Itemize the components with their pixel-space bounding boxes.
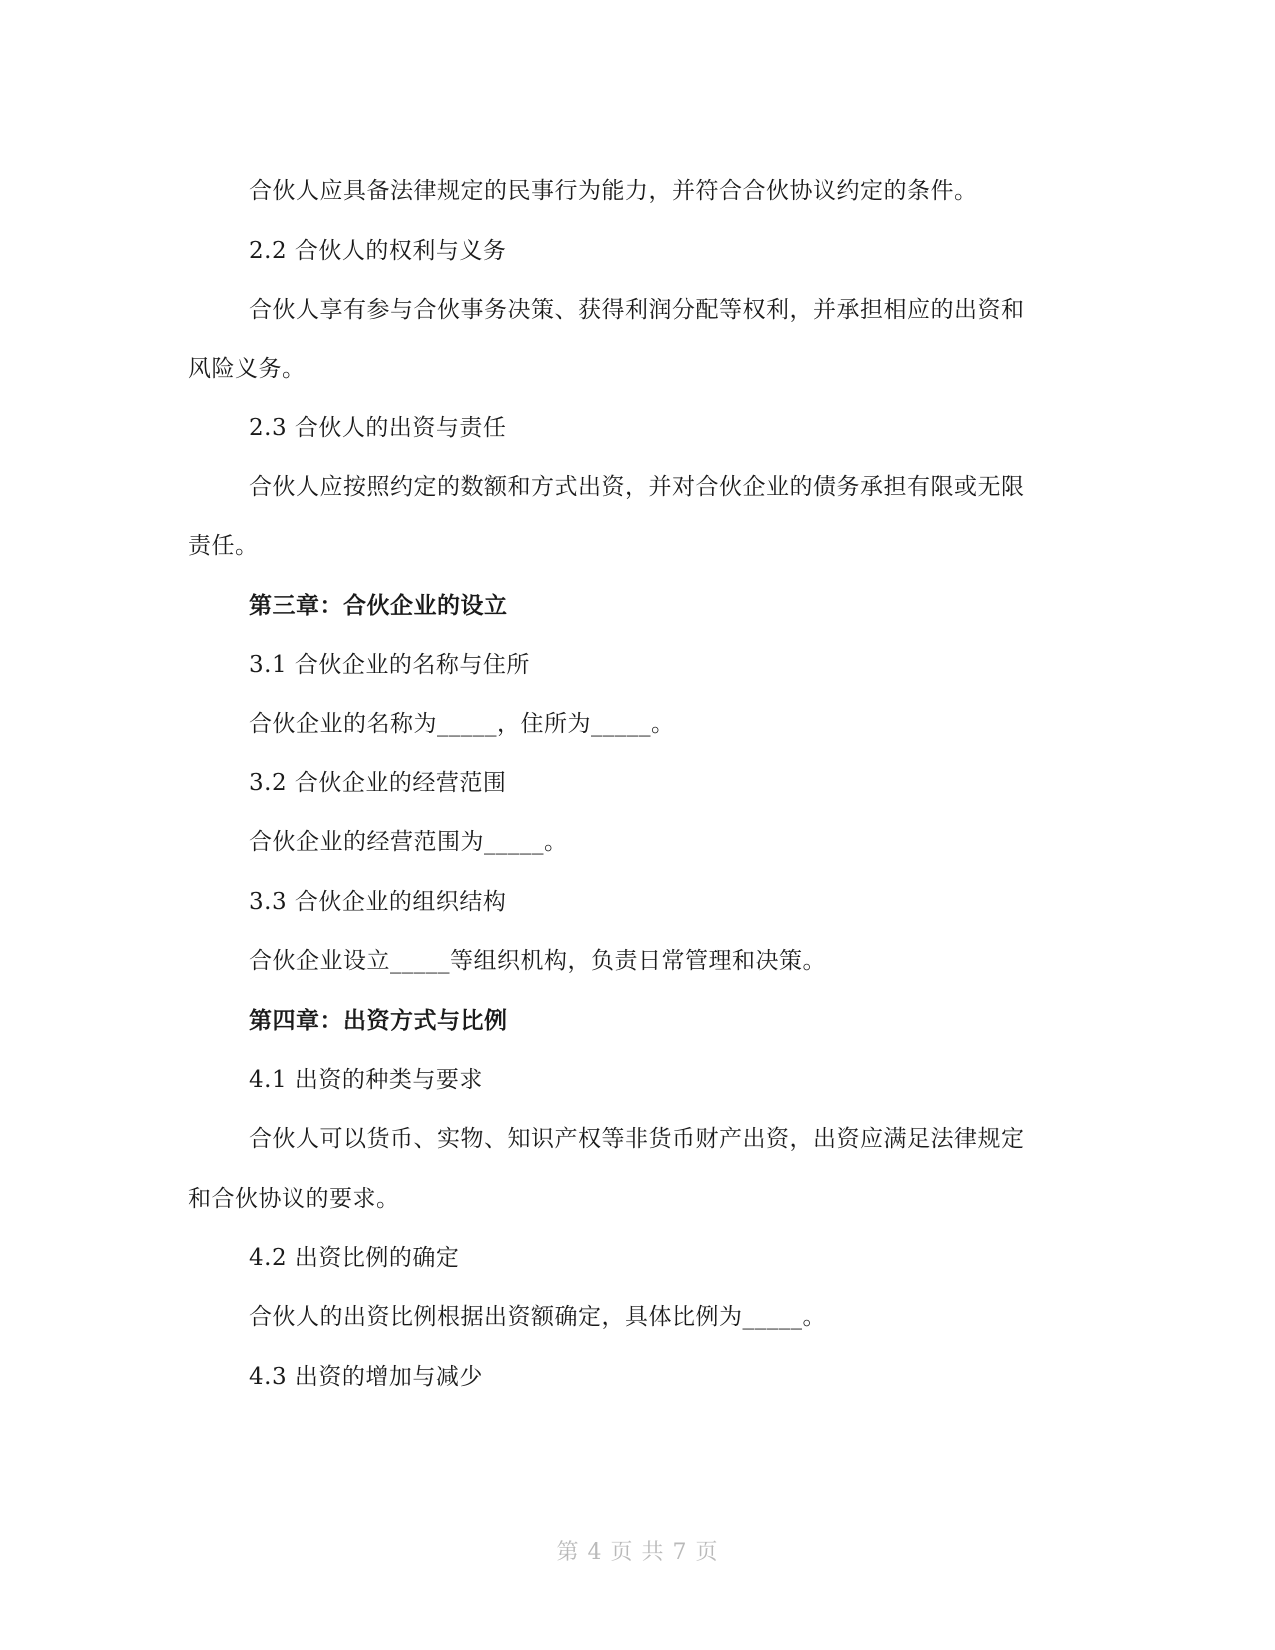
paragraph-3-2-body: 合伙企业的经营范围为_____。	[249, 829, 568, 855]
section-heading-4-1: 4.1 出资的种类与要求	[249, 1067, 483, 1093]
paragraph-2-3-body-cont: 责任。	[188, 533, 259, 559]
paragraph-2-2-body: 合伙人享有参与合伙事务决策、获得利润分配等权利，并承担相应的出资和	[249, 297, 1025, 323]
section-heading-4-3: 4.3 出资的增加与减少	[249, 1364, 483, 1390]
section-heading-2-3: 2.3 合伙人的出资与责任	[249, 415, 507, 441]
paragraph-4-2-body: 合伙人的出资比例根据出资额确定，具体比例为_____。	[249, 1304, 826, 1330]
paragraph-2-1-body: 合伙人应具备法律规定的民事行为能力，并符合合伙协议约定的条件。	[249, 178, 978, 204]
section-heading-4-2: 4.2 出资比例的确定	[249, 1245, 460, 1271]
paragraph-4-1-body: 合伙人可以货币、实物、知识产权等非货币财产出资，出资应满足法律规定	[249, 1126, 1025, 1152]
section-heading-2-2: 2.2 合伙人的权利与义务	[249, 238, 507, 264]
paragraph-2-2-body-cont: 风险义务。	[188, 356, 306, 382]
chapter-heading-3: 第三章：合伙企业的设立	[249, 592, 508, 619]
paragraph-2-3-body: 合伙人应按照约定的数额和方式出资，并对合伙企业的债务承担有限或无限	[249, 474, 1025, 500]
section-heading-3-1: 3.1 合伙企业的名称与住所	[249, 652, 530, 678]
page-number-footer: 第 4 页 共 7 页	[556, 1540, 719, 1565]
paragraph-3-3-body: 合伙企业设立_____等组织机构，负责日常管理和决策。	[249, 948, 826, 974]
paragraph-4-1-body-cont: 和合伙协议的要求。	[188, 1186, 400, 1212]
section-heading-3-2: 3.2 合伙企业的经营范围	[249, 770, 507, 796]
paragraph-3-1-body: 合伙企业的名称为_____，住所为_____。	[249, 711, 675, 737]
section-heading-3-3: 3.3 合伙企业的组织结构	[249, 889, 507, 915]
chapter-heading-4: 第四章：出资方式与比例	[249, 1007, 508, 1034]
